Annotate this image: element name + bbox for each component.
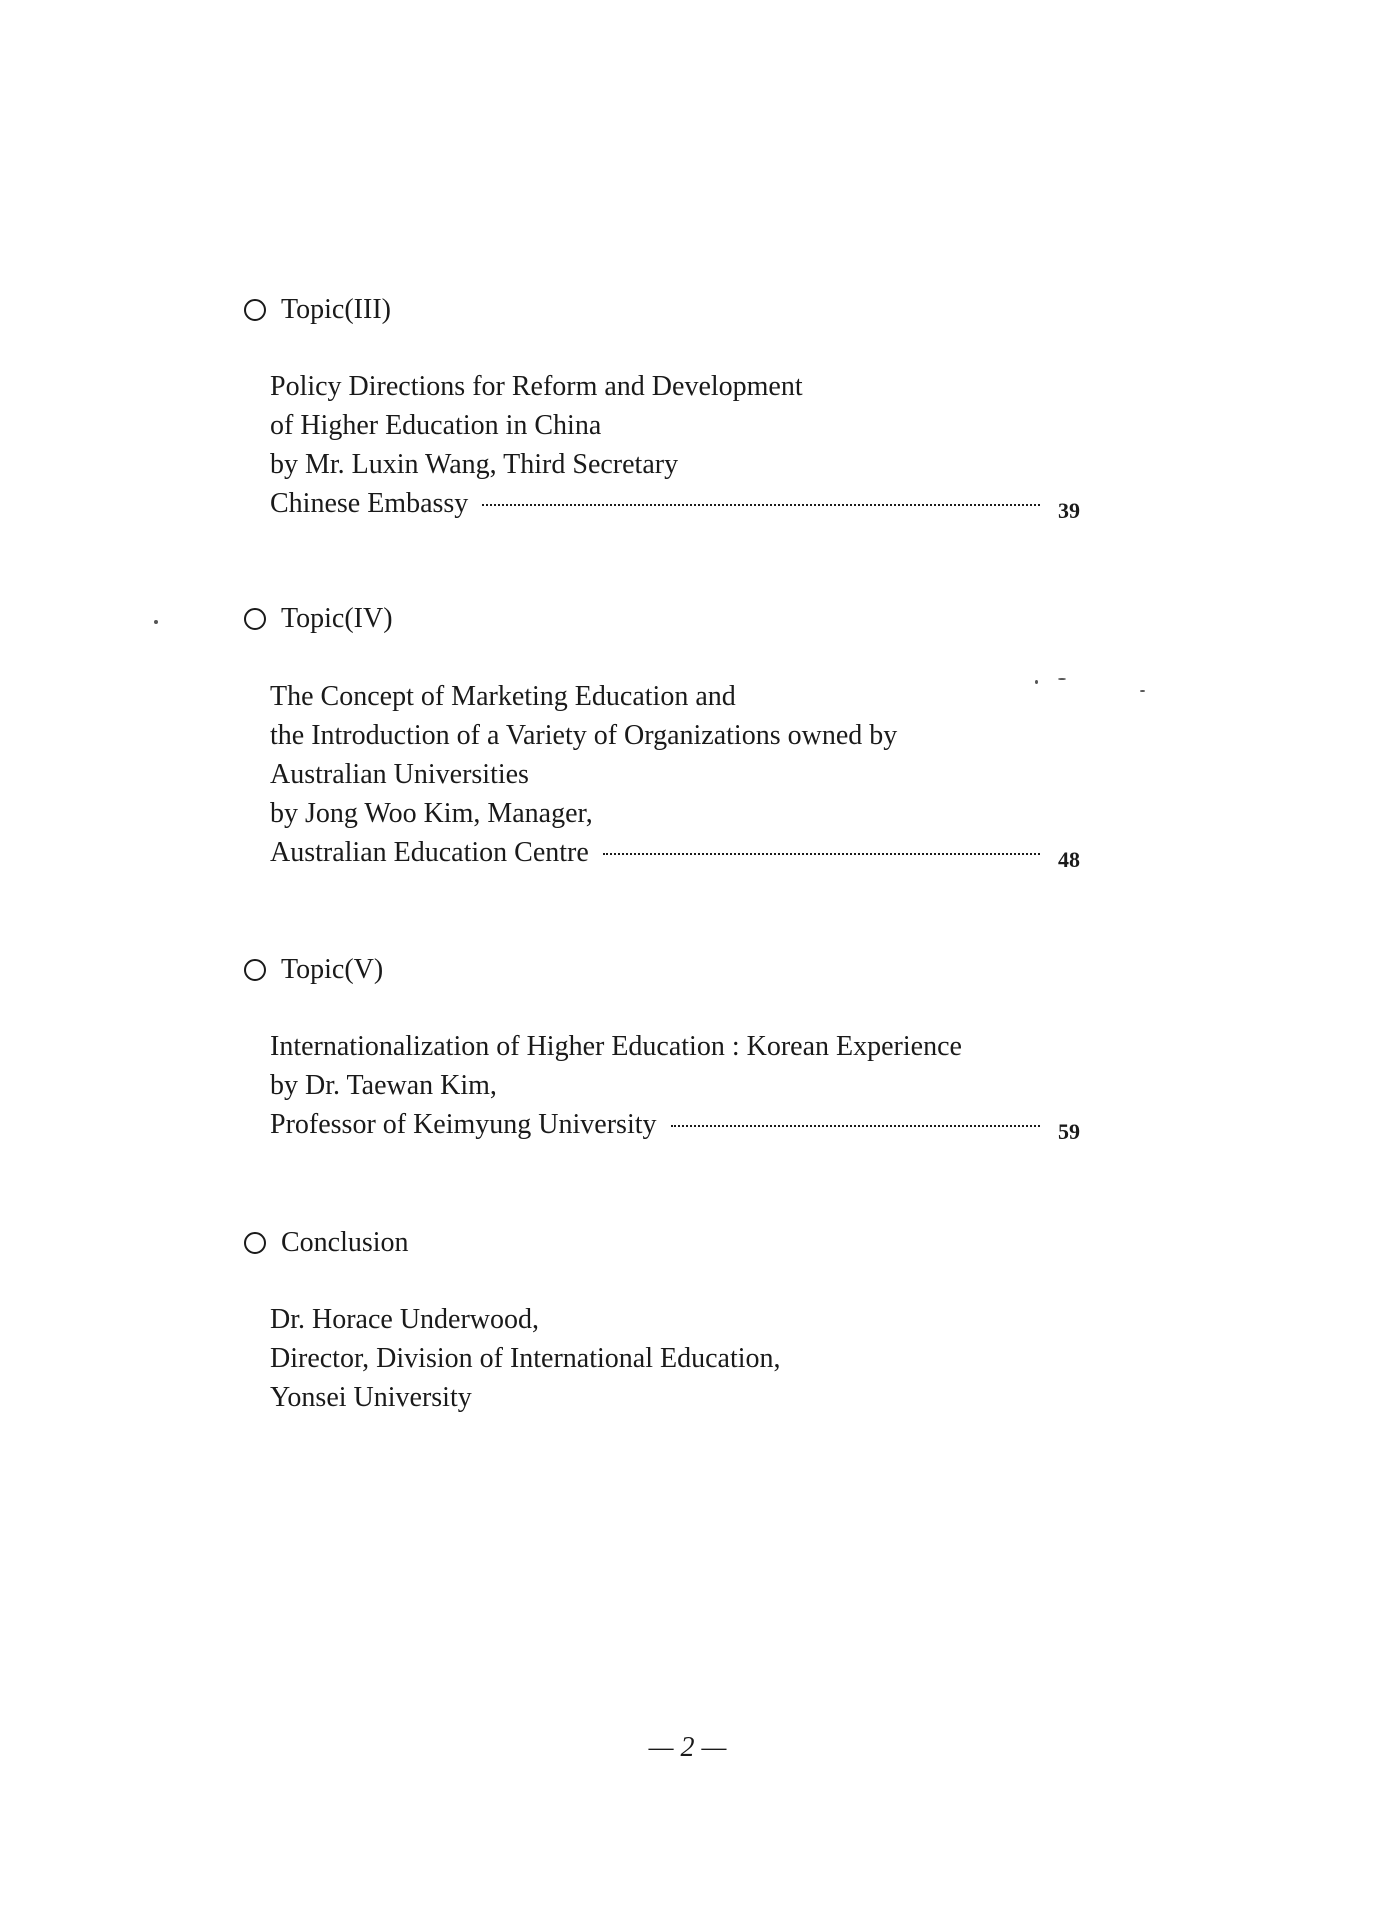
scan-speck — [1140, 690, 1145, 692]
entry-leader-line — [270, 833, 1080, 873]
dot-leader — [671, 1125, 1040, 1127]
section-heading-topic-v — [244, 952, 383, 988]
page-number-footer: — 2 — — [648, 1732, 727, 1763]
circle-bullet-icon — [244, 608, 266, 630]
dot-leader — [603, 853, 1040, 855]
toc-entry-conclusion — [270, 1300, 1080, 1417]
entry-line: The Concept of Marketing Education and — [270, 681, 736, 712]
circle-bullet-icon — [244, 959, 266, 981]
section-heading-conclusion — [244, 1225, 409, 1261]
entry-line: by Dr. Taewan Kim, — [270, 1070, 497, 1101]
entry-leader-line — [270, 484, 1080, 524]
section-heading-topic-iii — [244, 292, 391, 328]
entry-leader-line — [270, 1105, 1080, 1145]
heading-text: Topic(III) — [281, 294, 391, 325]
entry-line: Australian Universities — [270, 759, 529, 790]
dot-leader — [482, 504, 1040, 506]
scan-speck — [1058, 678, 1066, 680]
entry-line: of Higher Education in China — [270, 410, 602, 441]
entry-line: Policy Directions for Reform and Development — [270, 371, 803, 402]
circle-bullet-icon — [244, 1232, 266, 1254]
heading-text: Conclusion — [281, 1227, 409, 1258]
entry-line: Yonsei University — [270, 1382, 472, 1413]
circle-bullet-icon — [244, 299, 266, 321]
heading-text: Topic(IV) — [281, 603, 393, 634]
entry-line: by Jong Woo Kim, Manager, — [270, 798, 593, 829]
page-reference: 59 — [1058, 1119, 1080, 1144]
page-reference: 39 — [1058, 498, 1080, 523]
entry-line: Chinese Embassy — [270, 488, 469, 519]
toc-entry-topic-iv — [270, 677, 1080, 873]
page-reference: 48 — [1058, 847, 1080, 872]
entry-line: Internationalization of Higher Education : Korean Experience — [270, 1031, 962, 1062]
section-heading-topic-iv — [244, 601, 393, 637]
entry-line: Dr. Horace Underwood, — [270, 1304, 540, 1335]
entry-line: the Introduction of a Variety of Organizations owned by — [270, 720, 898, 751]
heading-text: Topic(V) — [281, 954, 384, 985]
scan-speck — [1035, 680, 1038, 684]
entry-line: by Mr. Luxin Wang, Third Secretary — [270, 449, 679, 480]
entry-line: Australian Education Centre — [270, 837, 589, 868]
entry-line: Professor of Keimyung University — [270, 1109, 657, 1140]
entry-line: Director, Division of International Education, — [270, 1343, 781, 1374]
toc-entry-topic-iii — [270, 367, 1080, 524]
toc-entry-topic-v — [270, 1027, 1080, 1145]
scan-speck — [154, 620, 158, 624]
